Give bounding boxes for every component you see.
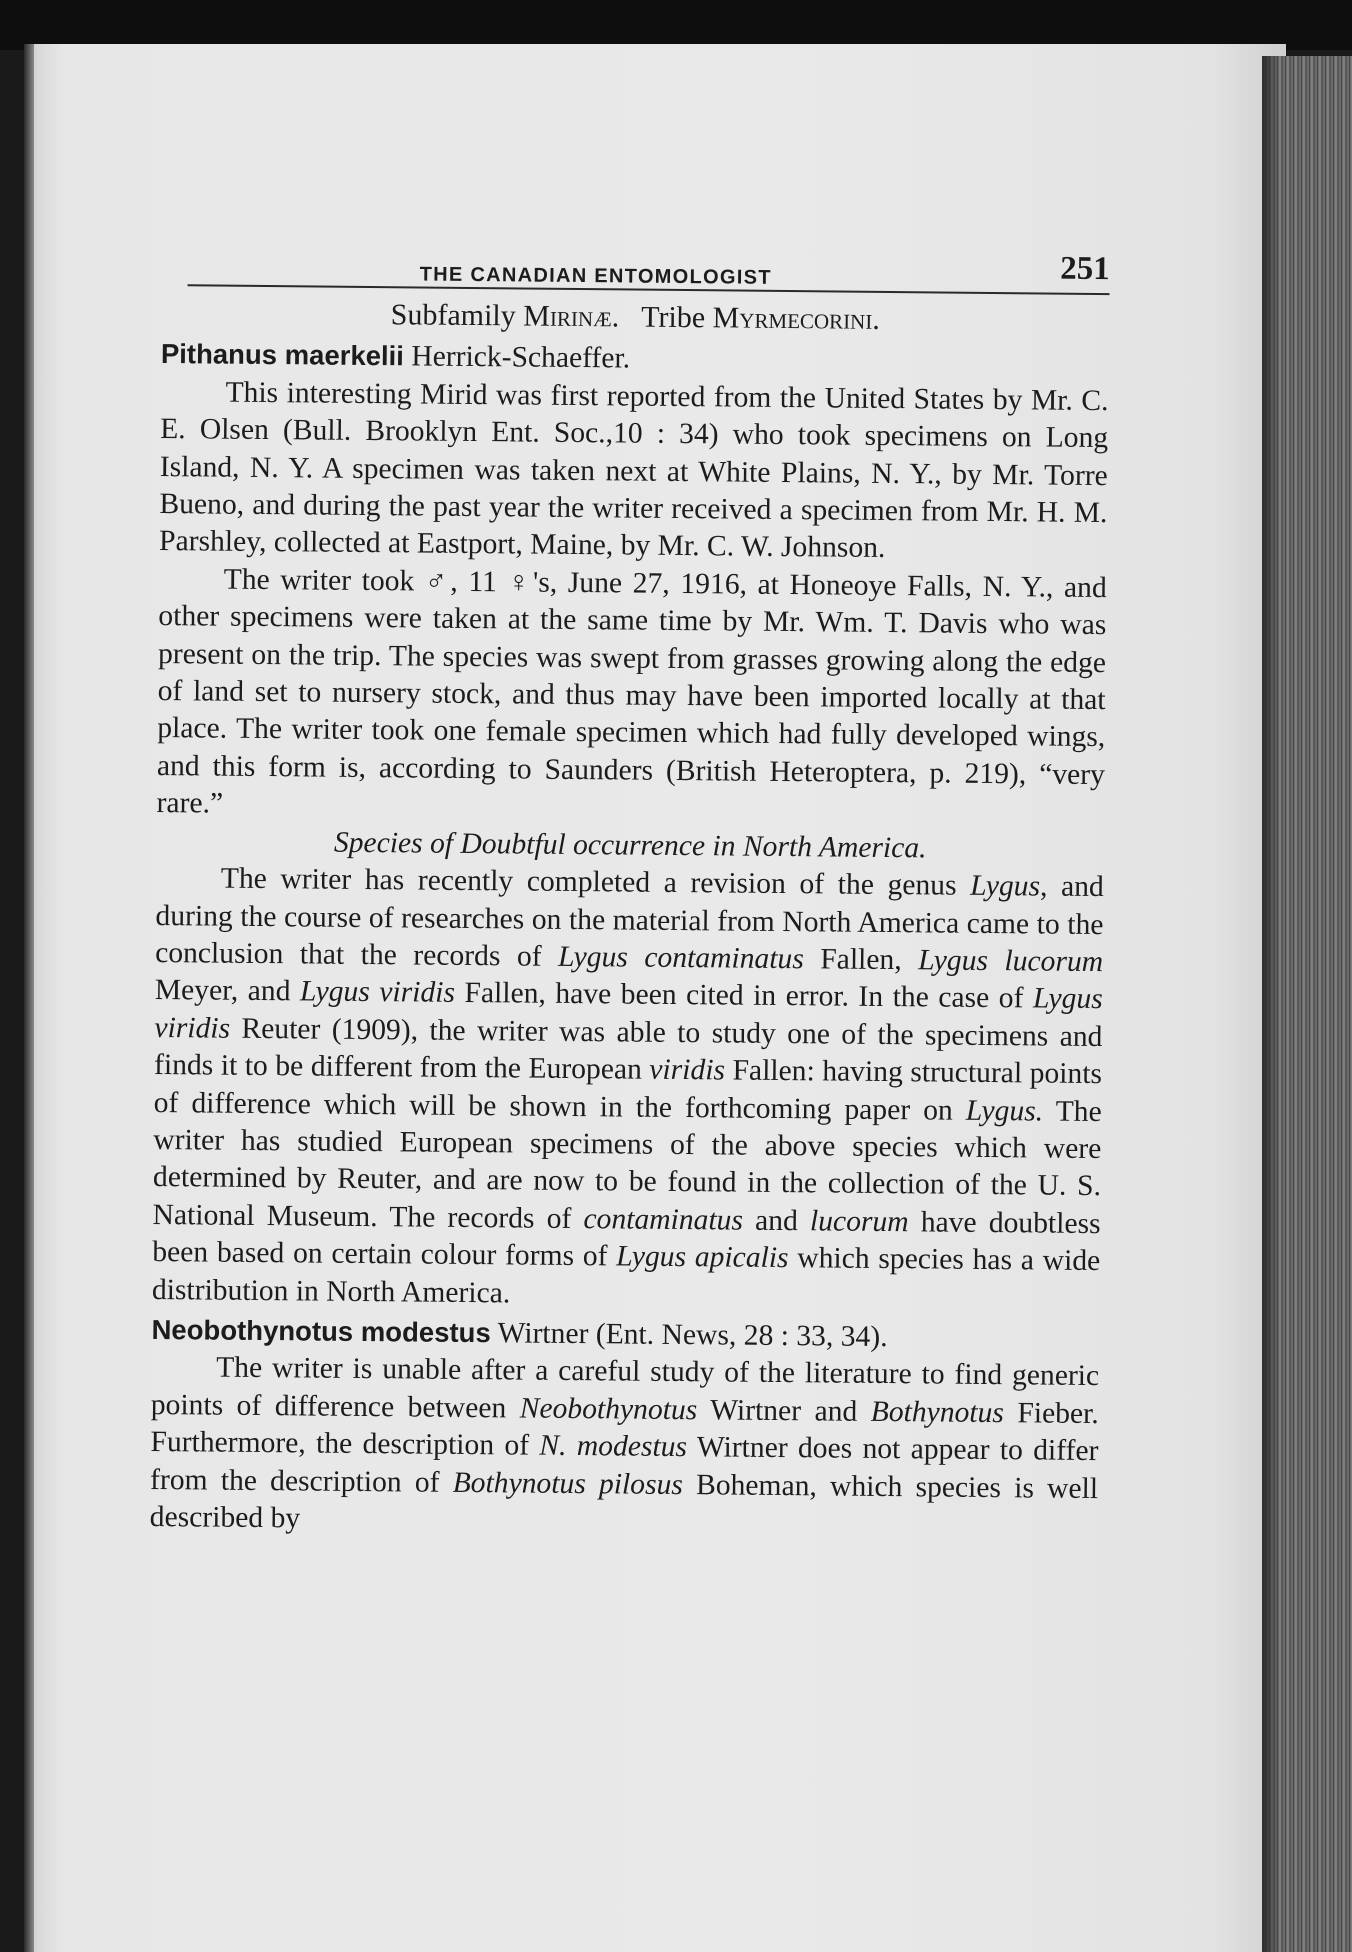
italic-run: lucorum xyxy=(809,1205,909,1238)
paragraph-pithanus-records: This interesting Mirid was first reported from the United States by Mr. C. E. Olsen (Bull. Brooklyn Ent. Soc.,10 : 34) who took specimens on Long Island, N. Y. A specimen was taken next at White Plains, N. Y., by Mr. Torre Bueno, and during the past year the writer received a specimen from Mr. H. M. Parshley, collected at Eastport, Maine, by Mr. C. W. Johnson. xyxy=(158,376,1109,565)
italic-run: Bothynotus pilosus xyxy=(452,1466,684,1501)
text-run: Boheman, which species is well described by xyxy=(149,1468,1099,1535)
subfamily-label: Subfamily xyxy=(390,298,516,333)
paragraph-pithanus-collection: The writer took ♂, 11 ♀'s, June 27, 1916, at Honeoye Falls, N. Y., and other specimens were taken at the same time by Mr. Wm. T. Davis who was present on the trip. The species was swept from grasses growing along the edge of land set to nursery stock, and thus may have been imported locally at that place. The writer took one female specimen which had fully developed wings, and this form is, according to Saunders (British Heteroptera, p. 219), “very rare.” xyxy=(156,563,1107,820)
italic-run: Lygus apicalis xyxy=(616,1240,789,1275)
text-run: Wirtner does not appear to differ from the description of xyxy=(149,1431,1099,1499)
text-run: Fallen: having structural points of difference which will be shown in the forthcoming paper on xyxy=(153,1054,1103,1127)
italic-run: Lygus lucorum xyxy=(918,944,1104,978)
text-run: have doubtless been based on certain colour forms of xyxy=(152,1205,1101,1273)
species-name: Neobothynotus modestus xyxy=(151,1313,491,1349)
text-run: The writer is unable after a careful study of the literature to find generic points of difference between xyxy=(150,1351,1100,1425)
text-run: Wirtner and xyxy=(697,1393,871,1428)
subfamily-tribe-heading xyxy=(161,294,1109,341)
book-gutter xyxy=(24,44,34,1952)
text-run: and xyxy=(742,1204,811,1238)
text-run: Reuter (1909), the writer was able to study one of the specimens and finds it to be different from the European xyxy=(153,1012,1103,1086)
text-run: which species has a wide distribution in North America. xyxy=(151,1242,1101,1309)
text-run: Fallen, xyxy=(803,943,919,977)
journal-title: THE CANADIAN ENTOMOLOGIST xyxy=(419,263,772,289)
running-header xyxy=(162,240,1110,287)
italic-run: viridis xyxy=(649,1053,726,1087)
section-heading-doubtful: Species of Doubtful occurrence in North America. xyxy=(333,826,927,865)
italic-run: Neobothynotus xyxy=(519,1392,698,1426)
paragraph-lygus xyxy=(152,860,1104,1318)
tribe-label: Tribe xyxy=(641,300,706,335)
species-name: Pithanus maerkelii xyxy=(160,338,405,372)
fore-edge-shadow xyxy=(1262,56,1280,1952)
scan-border xyxy=(0,0,1352,50)
text-run: Meyer, and xyxy=(154,974,301,1008)
italic-run: Lygus viridis xyxy=(154,982,1103,1045)
tribe-name: Myrmecorini. xyxy=(712,301,880,336)
italic-run: Bothynotus xyxy=(870,1395,1005,1429)
species-author: Herrick-Schaeffer. xyxy=(411,340,631,375)
text-run: Fallen, have been cited in error. In the case of xyxy=(454,977,1034,1015)
italic-run: Lygus xyxy=(970,869,1041,903)
italic-run: Lygus viridis xyxy=(299,975,456,1010)
italic-run: Lygus contaminatus xyxy=(557,940,804,976)
italic-run: contaminatus xyxy=(583,1202,744,1237)
text-run: , and during the course of researches on the material from North America came to the conclusion that the records of xyxy=(155,870,1104,973)
page-text-block xyxy=(150,240,1110,1545)
text-run: The writer has recently completed a revision of the genus xyxy=(220,862,971,902)
paragraph-neobothynotus xyxy=(150,1349,1100,1545)
page-number: 251 xyxy=(1060,250,1110,288)
subfamily-name: Mirinæ. xyxy=(523,299,620,334)
text-run: The writer has studied European specimens of the above species which were determined by Reuter, and are now to be found in the collection of the U. S. National Museum. The records of xyxy=(152,1095,1102,1235)
italic-run: Lygus. xyxy=(965,1094,1044,1128)
italic-run: N. modestus xyxy=(539,1429,688,1464)
species-author: Wirtner (Ent. News, 28 : 33, 34). xyxy=(497,1317,888,1353)
text-run: Fieber. Furthermore, the description of xyxy=(150,1396,1099,1462)
